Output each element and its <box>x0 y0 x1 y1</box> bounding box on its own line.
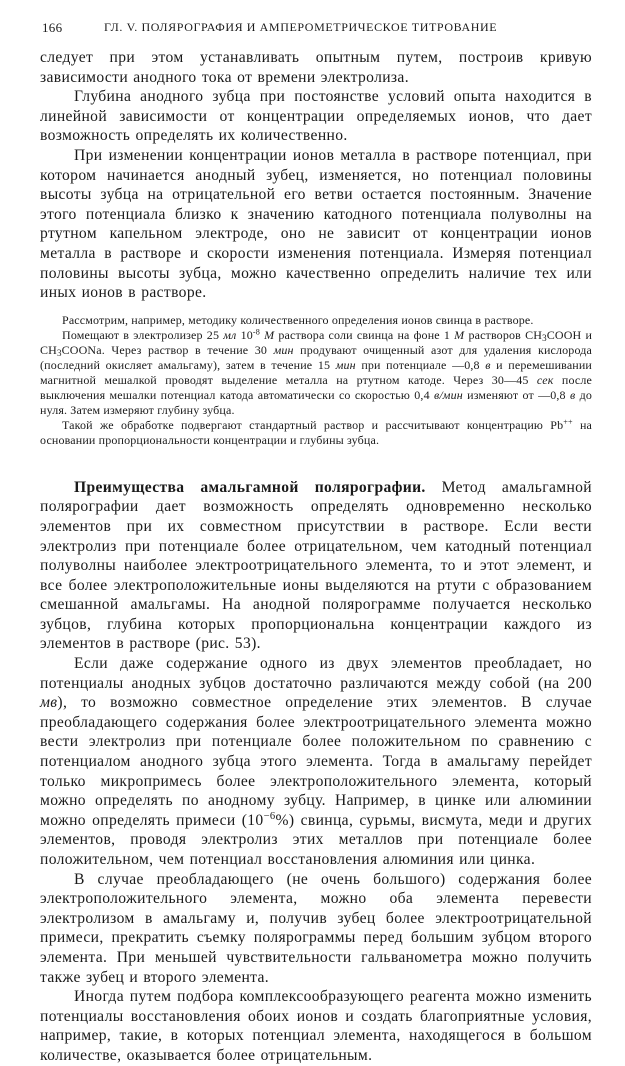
small-print-procedure: Помещают в электролизер 25 мл $10^{-8}$ М раствора соли свинца на фоне 1 М растворов $CH_3COOH$ и $CH_3COONa$. Через раствор в течение 30 мин продувают очищенный азот для удаления кислорода (последний окисляет амальгаму), затем в течение 15 мин при потенциале —0,8 в и перемешивании магнитной мешалкой проводят выделение металла на ртутном катоде. Через 30—45 сек после выключения мешалки потенциал катода автоматически со скоростью 0,4 в/мин изменяют от —0,8 в до нуля. Затем измеряют глубину зубца. <box>40 327 593 417</box>
paragraph-electropositive-case: В случае преобладающего (не очень большого) содержания более электроположительного элемента, можно оба элемента перевести электролизом в амальгаму и, получив зубец более электроотрицательной примеси, прекратить съемку полярограммы перед большим зубцом второго элемента. При меньшей чувствительности гальванометра можно получить также зубец и второго элемента. <box>40 870 592 986</box>
small-print-standard: Такой же обработке подвергают стандартный раствор и рассчитывают концентрацию Pb++ на основании пропорциональности концентрации и глубины зубца. <box>40 417 593 447</box>
small-print-intro: Рассмотрим, например, методику количественного определения ионов свинца в растворе. <box>62 312 534 327</box>
paragraph-continuation: следует при этом устанавливать опытным путем, построив кривую зависимости анодного тока от времени электролиза. <box>40 49 592 86</box>
paragraph-complexing-reagent: Иногда путем подбора комплексообразующего реагента можно изменить потенциалы восстановления обоих ионов и создать благоприятные условия, например, такие, в которых потенциал элемента, находящегося в большом количестве, оказывается более отрицательным. <box>40 988 592 1064</box>
paragraph-potential-change: При изменении концентрации ионов металла в растворе потенциал, при котором начинается анодный зубец, изменяется, но потенциал половины высоты зубца на отрицательной его ветви остается постоянным. Значение этого потенциала близко к значению катодного потенциала полуволны на ртутном капельном электроде, оно не зависит от концентрации ионов металла в растворе и скорости изменения потенциала. Измеряя потенциал половины высоты зубца, можно качественно определить наличие тех или иных ионов в растворе. <box>40 146 592 302</box>
paragraph-amalgam-advantages: Преимущества амальгамной полярографии. Метод амальгамной полярографии дает возможность определять одновременно несколько элементов при их совместном присутствии в растворе. Если вести электролиз при потенциале более отрицательном, чем катодный потенциал полуволны наиболее электроотрицательного элемента, то и этот элемент, и все более электроположительные ионы выделяются на ртути с образованием смешанной амальгамы. На анодной полярограмме получается несколько зубцов, глубина которых пропорциональна концентрации каждого из элементов в растворе (рис. 53). <box>40 478 592 653</box>
paragraph-anodic-depth: Глубина анодного зубца при постоянстве условий опыта находится в линейной зависимости от концентрации определяемых ионов, что дает возможность определять их количественно. <box>40 88 592 145</box>
paragraph-predominant-element: Если даже содержание одного из двух элементов преобладает, но потенциалы анодных зубцов достаточно различаются между собой (на 200 мв), то возможно совместное определение этих элементов. В случае преобладающего содержания более электроотрицательного элемента можно вести электролиз при потенциале более положительном по сравнению с потенциалом анодного зубца этого элемента. Тогда в амальгаму перейдет только микропримесь более электроположительного элемента, который можно определять по анодному зубцу. Например, в цинке или алюминии можно определять примеси $(10^{-6}\%)$ свинца, сурьмы, висмута, меди и других элементов, проводя электролиз этих металлов при потенциале более положительном, чем потенциал восстановления алюминия или цинка. <box>40 655 592 868</box>
page-body <box>40 48 592 1066</box>
page-number: 166 <box>42 20 63 35</box>
running-title: ГЛ. V. ПОЛЯРОГРАФИЯ И АМПЕРОМЕТРИЧЕСКОЕ ТИТРОВАНИЕ <box>104 20 498 34</box>
section-heading: Преимущества амальгамной полярографии. <box>74 478 426 496</box>
